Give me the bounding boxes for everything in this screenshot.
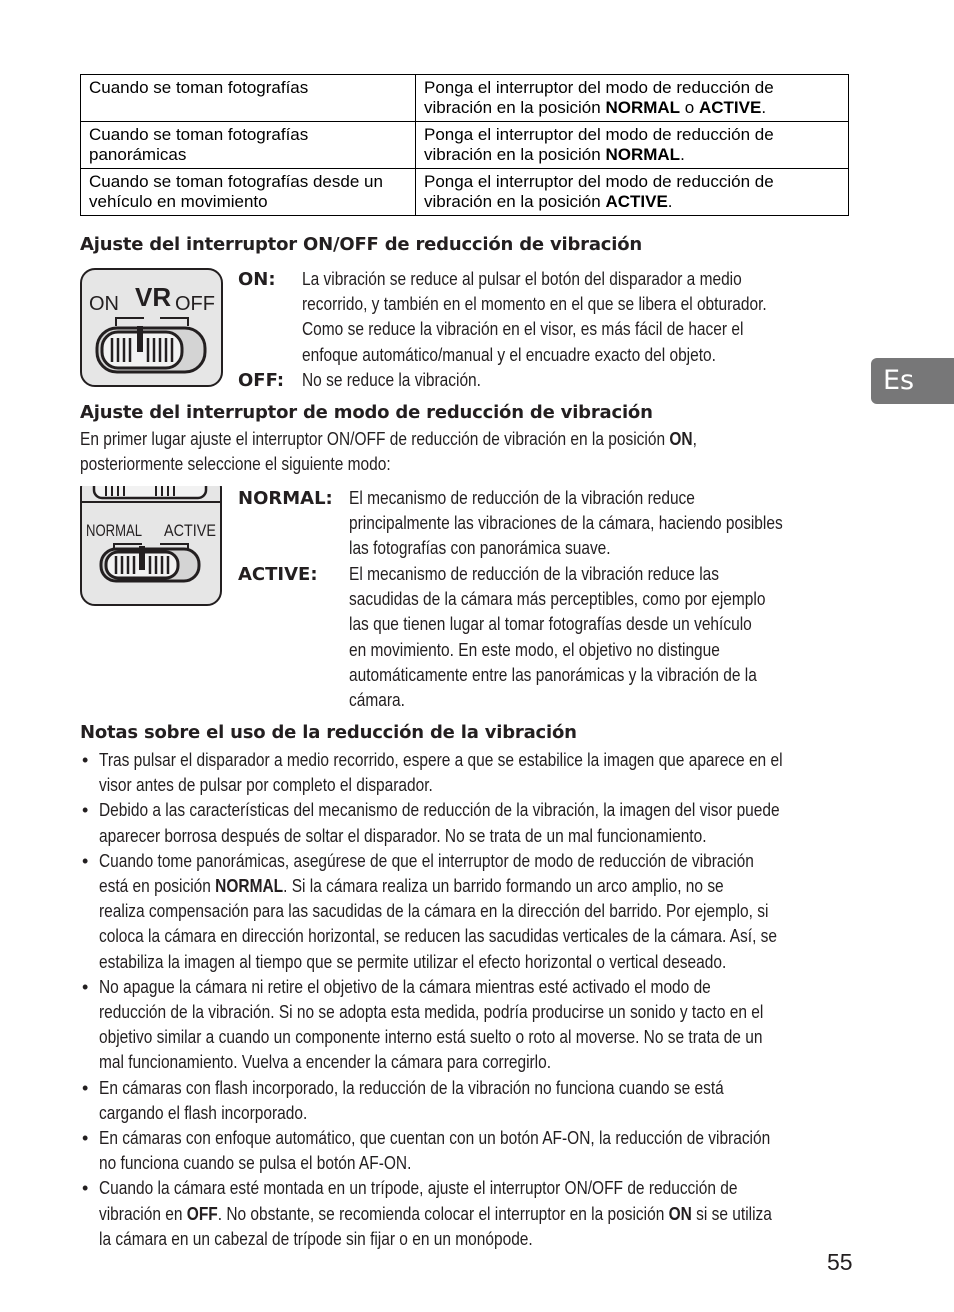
definition-line: enfoque automático/manual y el encuadre exacto del objeto. xyxy=(302,344,716,365)
definition-line: en movimiento. En este modo, el objetivo no distingue xyxy=(349,639,720,660)
bullet: • xyxy=(82,850,89,871)
list-item xyxy=(80,1176,870,1252)
vr-mode-switch-illustration xyxy=(80,486,223,607)
vr-onoff-switch-illustration xyxy=(80,268,224,388)
table-cell: Ponga el interruptor del modo de reducción de vibración en la posición NORMAL o ACTIVE. xyxy=(416,75,849,122)
note-line: cargando el flash incorporado. xyxy=(99,1102,308,1123)
definition-line: sacudidas de la cámara más perceptibles, como por ejemplo xyxy=(349,589,766,610)
list-item xyxy=(80,1076,870,1126)
table-cell: Ponga el interruptor del modo de reducción de vibración en la posición ACTIVE. xyxy=(416,169,849,216)
section-heading-notes: Notas sobre el uso de la reducción de la vibración xyxy=(80,722,577,743)
definition-on xyxy=(302,267,842,368)
note-line: Tras pulsar el disparador a medio recorrido, espere a que se estabilice la imagen que aparece en el xyxy=(99,750,783,770)
table-cell: Cuando se toman fotografías desde un vehículo en movimiento xyxy=(81,169,416,216)
note-line: En cámaras con enfoque automático, que cuentan con un botón AF-ON, la reducción de vibración xyxy=(99,1128,771,1149)
definition-off xyxy=(302,368,510,393)
table-cell: Ponga el interruptor del modo de reducción de vibración en la posición NORMAL. xyxy=(416,122,849,169)
note-line: vibración en OFF. No obstante, se recomienda colocar el interruptor en la posición ON si se utiliza xyxy=(99,1203,772,1224)
term-off: OFF: xyxy=(238,370,285,391)
bullet: • xyxy=(82,976,89,997)
definition-normal xyxy=(349,486,853,562)
definition-line: recorrido, y también en el momento en el que se libera el obturador. xyxy=(302,294,767,315)
note-line: objetivo similar a cuando un componente interno está suelto o roto al moverse. No se trata de un xyxy=(99,1027,763,1048)
list-item xyxy=(80,1126,870,1176)
table-row xyxy=(81,122,849,169)
table-row xyxy=(81,75,849,122)
note-line: Cuando tome panorámicas, asegúrese de que el interruptor de modo de reducción de vibración xyxy=(99,850,754,871)
term-active: ACTIVE: xyxy=(238,564,318,585)
definition-line: cámara. xyxy=(349,690,405,711)
mode-intro xyxy=(80,427,797,477)
note-line: visor antes de pulsar por completo el disparador. xyxy=(99,775,433,796)
definition-line: Como se reduce la vibración en el visor, es más fácil de hacer el xyxy=(302,319,744,340)
note-line: realiza compensación para las sacudidas de la cámara en la dirección del barrido. Por ejemplo, si xyxy=(99,901,769,922)
note-line: estabiliza la imagen al tiempo que se permite utilizar el efecto horizontal o vertical deseado. xyxy=(99,951,727,972)
bullet: • xyxy=(82,800,89,821)
list-item xyxy=(80,975,870,1076)
switch-label-off: OFF xyxy=(175,293,215,315)
note-line: En cámaras con flash incorporado, la reducción de la vibración no funciona cuando se está xyxy=(99,1077,724,1098)
term-on: ON: xyxy=(238,269,276,290)
note-line: la cámara en un cabezal de trípode sin fijar o en un monópode. xyxy=(99,1228,533,1249)
page-number: 55 xyxy=(827,1249,853,1275)
switch-label-active: ACTIVE xyxy=(164,521,216,540)
definition-line: El mecanismo de reducción de la vibración reduce las xyxy=(349,564,720,584)
switch-label-vr: VR xyxy=(135,282,172,312)
definition-line: automáticamente entre las panorámicas y la vibración de la xyxy=(349,664,757,685)
bullet: • xyxy=(82,1077,89,1098)
note-line: Cuando la cámara esté montada en un trípode, ajuste el interruptor ON/OFF de reducción de xyxy=(99,1178,738,1199)
mode-table xyxy=(80,74,849,216)
section-heading-onoff: Ajuste del interruptor ON/OFF de reducción de vibración xyxy=(80,234,642,255)
note-line: aparecer borrosa después de soltar el disparador. No se trata de un mal funcionamiento. xyxy=(99,825,707,846)
table-cell: Cuando se toman fotografías xyxy=(81,75,416,122)
list-item xyxy=(80,798,870,848)
definition-line: las fotografías con panorámica suave. xyxy=(349,538,611,559)
list-item xyxy=(80,849,870,975)
definition-line: principalmente las vibraciones de la cámara, haciendo posibles xyxy=(349,513,783,534)
term-normal: NORMAL: xyxy=(238,488,333,509)
bullet: • xyxy=(82,1178,89,1199)
note-line: está en posición NORMAL. Si la cámara realiza un barrido formando un arco amplio, no se xyxy=(99,876,724,897)
list-item xyxy=(80,748,870,798)
note-line: coloca la cámara en dirección horizontal, se reducen las sacudidas verticales de la cámara. Así, se xyxy=(99,926,778,947)
definition-active xyxy=(349,562,833,713)
note-line: mal funcionamiento. Vuelva a encender la cámara para corregirlo. xyxy=(99,1052,552,1073)
note-line: no funciona cuando se pulsa el botón AF-ON. xyxy=(99,1153,412,1174)
section-heading-mode: Ajuste del interruptor de modo de reducción de vibración xyxy=(80,402,653,423)
switch-label-on: ON xyxy=(89,293,119,315)
language-tab[interactable]: Es xyxy=(871,358,954,404)
definition-line: La vibración se reduce al pulsar el botón del disparador a medio xyxy=(302,269,742,289)
definition-line: El mecanismo de reducción de la vibración reduce xyxy=(349,488,695,508)
intro-line: posteriormente seleccione el siguiente modo: xyxy=(80,454,391,475)
switch-label-normal: NORMAL xyxy=(86,521,142,540)
definition-line: las que tienen lugar al tomar fotografías desde un vehículo xyxy=(349,614,752,635)
notes-list xyxy=(80,748,870,1252)
note-line: reducción de la vibración. Si no se adopta esta medida, podría producirse un sonido y tacto en el xyxy=(99,1002,764,1023)
table-cell: Cuando se toman fotografías panorámicas xyxy=(81,122,416,169)
definition-line: No se reduce la vibración. xyxy=(302,370,481,390)
intro-line: En primer lugar ajuste el interruptor ON/OFF de reducción de vibración en la posición ON, xyxy=(80,429,697,449)
bullet: • xyxy=(82,750,89,770)
bullet: • xyxy=(82,1128,89,1149)
note-line: No apague la cámara ni retire el objetivo de la cámara mientras esté activado el modo de xyxy=(99,976,711,997)
table-row xyxy=(81,169,849,216)
note-line: Debido a las características del mecanismo de reducción de la vibración, la imagen del visor puede xyxy=(99,800,780,821)
